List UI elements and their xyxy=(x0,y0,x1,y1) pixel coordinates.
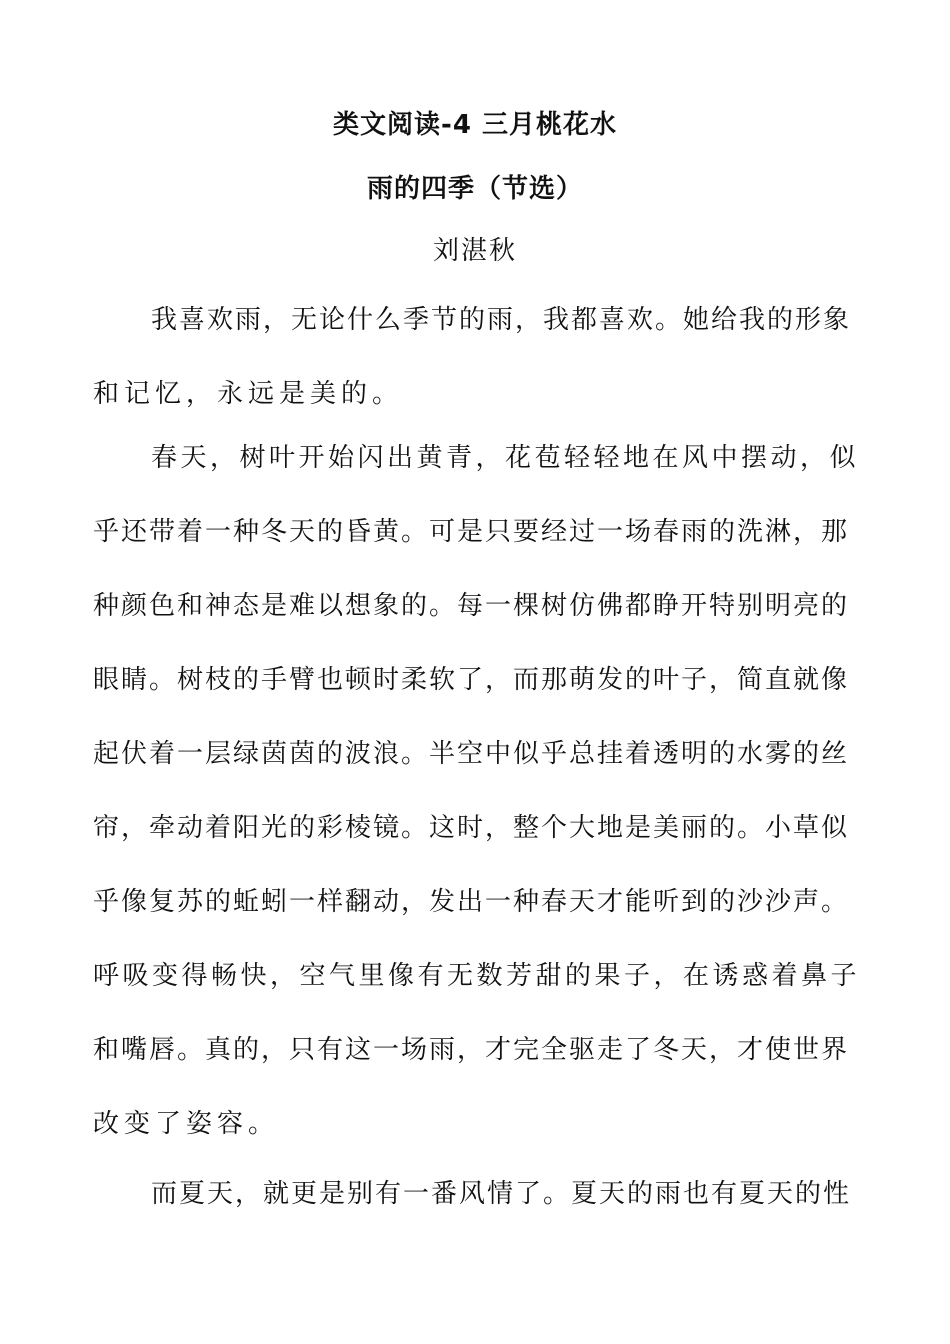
text-line: 起伏着一层绿茵茵的波浪。半空中似乎总挂着透明的水雾的丝 xyxy=(93,739,850,769)
text-line: 和嘴唇。真的，只有这一场雨，才完全驱走了冬天，才使世界 xyxy=(93,1035,850,1065)
text-line: 我喜欢雨，无论什么季节的雨，我都喜欢。她给我的形象 xyxy=(151,305,852,335)
text-line: 和记忆，永远是美的。 xyxy=(93,379,404,409)
document-subtitle: 雨的四季（节选） xyxy=(366,174,583,204)
text-line: 乎还带着一种冬天的昏黄。可是只要经过一场春雨的洗淋，那 xyxy=(93,517,850,547)
text-line: 眼睛。树枝的手臂也顿时柔软了，而那萌发的叶子，简直就像 xyxy=(93,665,850,695)
text-line: 呼吸变得畅快，空气里像有无数芳甜的果子，在诱惑着鼻子 xyxy=(93,961,861,991)
text-line: 帘，牵动着阳光的彩棱镜。这时，整个大地是美丽的。小草似 xyxy=(93,813,850,843)
document-title: 类文阅读-4 三月桃花水 xyxy=(333,110,617,140)
text-line: 而夏天，就更是别有一番风情了。夏天的雨也有夏天的性 xyxy=(151,1179,852,1209)
text-line: 乎像复苏的蚯蚓一样翻动，发出一种春天才能听到的沙沙声。 xyxy=(93,887,850,917)
text-line: 春天，树叶开始闪出黄青，花苞轻轻地在风中摆动，似 xyxy=(151,443,860,473)
text-line: 改变了姿容。 xyxy=(93,1109,280,1139)
text-line: 种颜色和神态是难以想象的。每一棵树仿佛都睁开特别明亮的 xyxy=(93,591,850,621)
author-name: 刘湛秋 xyxy=(432,236,517,266)
